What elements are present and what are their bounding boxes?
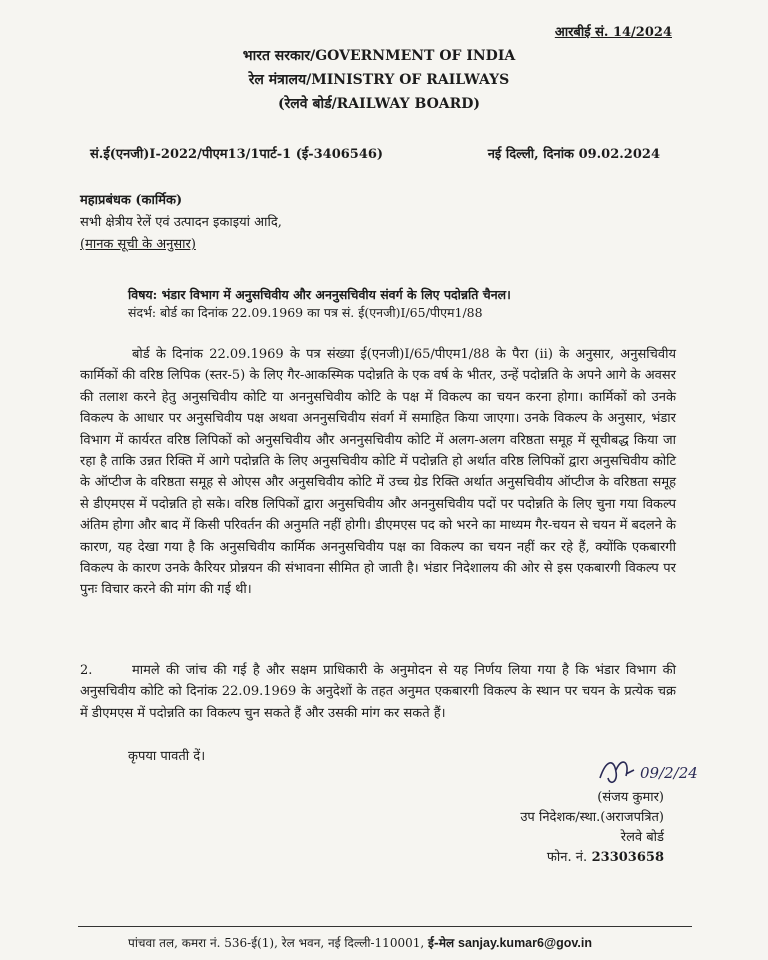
addressee-line-1: महाप्रबंधक (कार्मिक): [80, 193, 183, 208]
signatory-designation: उप निदेशक/स्था.(अराजपत्रित): [520, 810, 664, 825]
phone-number: 23303658: [591, 850, 664, 865]
signatory-name: (संजय कुमार): [597, 790, 664, 805]
place-date: नई दिल्ली, दिनांक 09.02.2024: [487, 147, 660, 162]
footer: [128, 934, 592, 951]
closing-line: कृपया पावती दें।: [128, 749, 206, 764]
footer-address: पांचवा तल, कमरा नं. 536-ई(1), रेल भवन, नई दिल्ली-110001,: [128, 936, 425, 950]
subject-reference: संदर्भ: बोर्ड का दिनांक 22.09.1969 का पत्र सं. ई(एनजी)I/65/पीएम1/88: [128, 305, 483, 320]
subject-line: विषय: भंडार विभाग में अनुसचिवीय और अननुसचिवीय संवर्ग के लिए पदोन्नति चैनल।: [128, 287, 511, 302]
paragraph-2: [80, 660, 676, 724]
paragraph-2-text: मामले की जांच की गई है और सक्षम प्राधिकारी के अनुमोदन से यह निर्णय लिया गया है कि भंडार विभाग की अनुसचिवीय कोटि को दिनांक 22.09.1969 के अनुदेशों के तहत अनुमत एकबारगी विकल्प के स्थान पर चयन के प्रत्येक चक्र में डीएमएस में पदोन्नति का विकल्प चुन सकते हैं और उसकी मांग कर सकते हैं।: [80, 663, 676, 721]
handwritten-date: 09/2/24: [640, 764, 698, 782]
addressee: [80, 190, 282, 256]
addressee-line-2: सभी क्षेत्रीय रेलें एवं उत्पादन इकाइयां आदि,: [80, 215, 282, 230]
phone-label: फोन. नं.: [546, 850, 588, 865]
paragraph-2-number: 2.: [80, 663, 93, 678]
signatory-office: रेलवे बोर्ड: [620, 830, 664, 845]
letterhead-ministry: रेल मंत्रालय/MINISTRY OF RAILWAYS: [248, 72, 510, 88]
footer-email: sanjay.kumar6@gov.in: [458, 936, 593, 950]
signatory-phone: [520, 848, 664, 868]
letterhead-government: भारत सरकार/GOVERNMENT OF INDIA: [242, 48, 516, 64]
paragraph-1: बोर्ड के दिनांक 22.09.1969 के पत्र संख्या ई(एनजी)I/65/पीएम1/88 के पैरा (ii) के अनुसार, अनुसचिवीय कार्मिकों की वरिष्ठ लिपिक (स्तर-5) के लिए गैर-आकस्मिक पदोन्नति के एक वर्ष के भीतर, उन्हें पदोन्नति के अपने आगे के अवसर की तलाश करने हेतु अनुसचिवीय कोटि या अननुसचिवीय कोटि के पक्ष में विकल्प का चयन करना होगा। कार्मिकों को उनके विकल्प के आधार पर अनुसचिवीय पक्ष अथवा अननुसचिवीय संवर्ग में समाहित किया जाएगा। उनके विकल्प के अनुसार, भंडार विभाग में कार्यरत वरिष्ठ लिपिकों को अनुसचिवीय और अननुसचिवीय कोटि में अलग-अलग वरिष्ठता समूह में सूचीबद्ध किया जा रहा है ताकि उन्नत रिक्ति में आगे पदोन्नति के लिए अनुसचिवीय कोटि में पदोन्नति हो अर्थात वरिष्ठ लिपिकों द्वारा अनुसचिवीय कोटि के ऑप्टीज के वरिष्ठता समूह से ओएस और अनुसचिवीय कोटि में उच्च ग्रेड रिक्ति अर्थात अनुसचिवीय ऑप्टीज के वरिष्ठता समूह से डीएमएस में पदोन्नति हो सके। वरिष्ठ लिपिकों द्वारा अनुसचिवीय और अननुसचिवीय पदों पर पदोन्नति के लिए चुना गया विकल्प अंतिम होगा और बाद में किसी परिवर्तन की अनुमति नहीं होगी। डीएमएस पद को भरने का माध्यम गैर-चयन से चयन में बदलने के कारण, यह देखा गया है कि अनुसचिवीय कार्मिक अननुसचिवीय पक्ष का विकल्प का चयन नहीं कर रहे हैं, क्योंकि एकबारगी विकल्प के कारण उनके कैरियर प्रोन्नयन की संभावना सीमित हो जाती है। भंडार निदेशालय की ओर से इस एकबारगी विकल्प पर पुनः विचार करने की मांग की गई थी।: [80, 347, 676, 598]
reference-number: आरबीई सं. 14/2024: [554, 25, 672, 40]
footer-email-label: ई-मेल: [428, 936, 455, 950]
file-number: सं.ई(एनजी)I-2022/पीएम13/1पार्ट-1 (ई-3406546): [90, 147, 384, 162]
letterhead: [0, 44, 768, 116]
addressee-line-3: (मानक सूची के अनुसार): [80, 237, 196, 252]
subject-block: [128, 286, 511, 322]
signature-block: [520, 788, 664, 868]
letterhead-board: (रेलवे बोर्ड/RAILWAY BOARD): [277, 96, 481, 112]
footer-divider: [78, 926, 692, 927]
